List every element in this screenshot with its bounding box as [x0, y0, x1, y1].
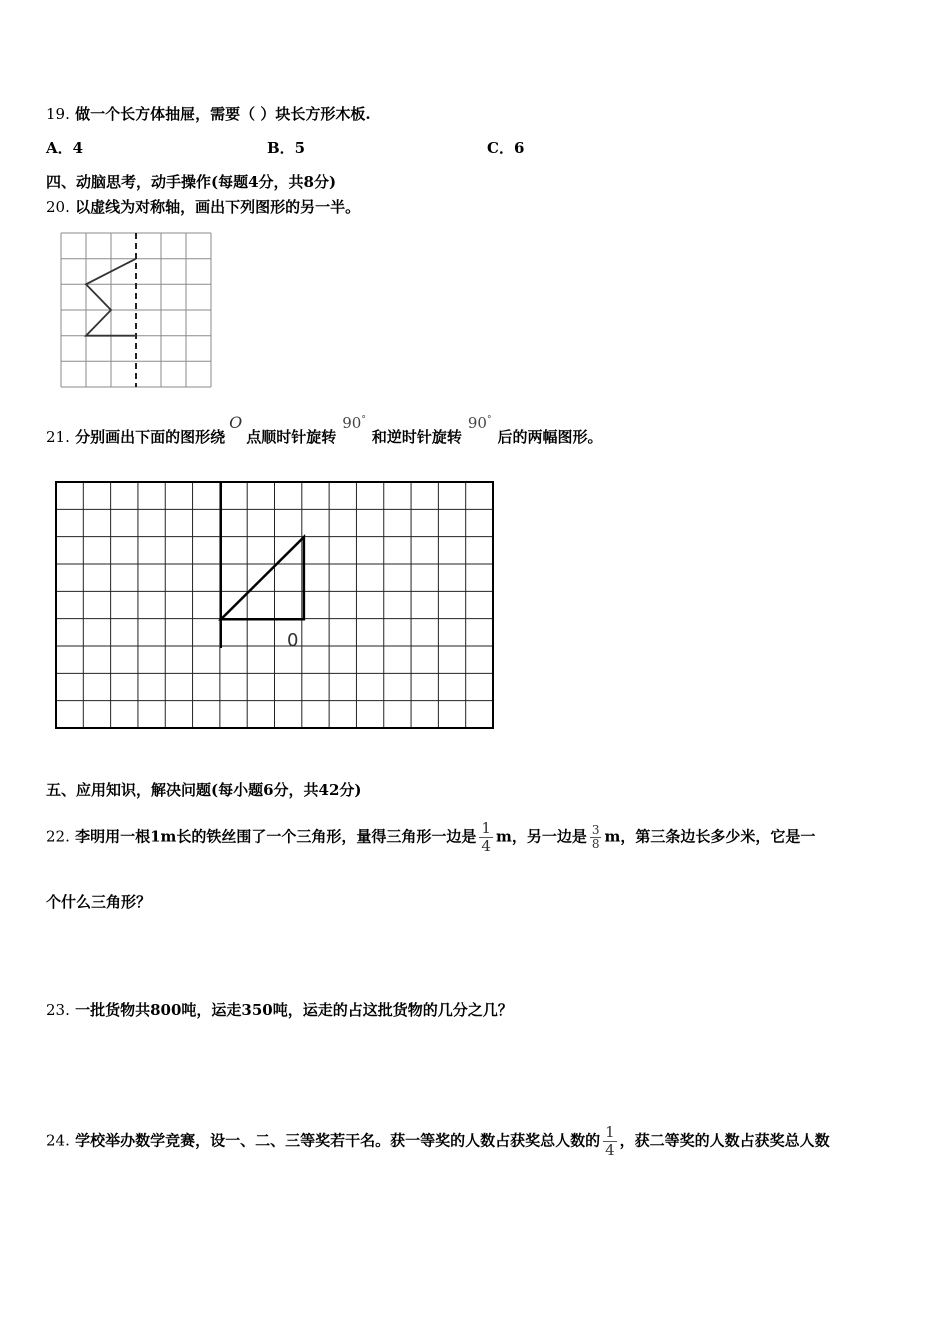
question-text: 以虚线为对称轴，画出下列图形的另一半。	[75, 198, 361, 216]
question-text-part: 后的两幅图形。	[497, 428, 603, 446]
question-22	[46, 820, 815, 855]
fraction-numerator: 1	[605, 1123, 615, 1141]
question-number: 20.	[46, 198, 70, 216]
question-text-part: 学校举办数学竞赛，设一、二、三等奖若干名。获一等奖的人数占获奖总人数的	[75, 1131, 601, 1150]
question-text-part: 分别画出下面的图形绕	[75, 428, 226, 446]
fraction-numerator: 3	[591, 823, 600, 837]
angle-90-cw	[342, 414, 366, 432]
question-number: 19.	[46, 105, 70, 123]
section-5-title: 五、应用知识，解决问题(每小题6分，共42分)	[46, 781, 362, 799]
right-triangle-shape	[221, 537, 304, 619]
degree-sign: °	[361, 415, 366, 425]
question-text-part: ，获二等奖的人数占获奖总人数	[619, 1131, 830, 1150]
angle-value: 90	[467, 414, 487, 432]
fraction-numerator: 1	[481, 819, 491, 837]
question-text-part: m，另一边是	[495, 827, 587, 846]
fraction-denominator: 4	[481, 837, 491, 855]
angle-value: 90	[342, 414, 362, 432]
option-b[interactable]: B．5	[267, 139, 306, 157]
point-o-label: O	[229, 413, 243, 432]
fraction-denominator: 8	[591, 837, 600, 851]
degree-sign: °	[486, 415, 492, 425]
question-22-continued: 个什么三角形？	[46, 893, 152, 911]
question-number: 22.	[46, 827, 70, 846]
question-text-part: 点顺时针旋转	[246, 428, 337, 446]
question-number: 23.	[46, 1001, 70, 1019]
option-a[interactable]: A．4	[46, 139, 84, 157]
question-text-part: m，第三条边长多少米，它是一	[604, 827, 816, 846]
question-text: 一批货物共800吨，运走350吨，运走的占这批货物的几分之几？	[75, 1001, 513, 1019]
question-text: 做一个长方体抽屉，需要（ ）块长方形木板.	[75, 105, 371, 123]
question-24	[46, 1124, 830, 1159]
symmetry-grid-figure	[58, 230, 216, 390]
question-23	[46, 999, 513, 1020]
fraction-three-eighths	[590, 824, 602, 851]
question-20	[46, 196, 360, 217]
fraction-one-quarter	[603, 1124, 617, 1159]
angle-90-ccw	[468, 414, 492, 432]
option-c[interactable]: C．6	[487, 139, 525, 157]
question-text-part: 和逆时针旋转	[371, 428, 462, 446]
grid-lines	[56, 482, 493, 728]
question-number: 21.	[46, 428, 70, 446]
rotation-center-label: 0	[287, 630, 299, 651]
fraction-denominator: 4	[605, 1141, 615, 1159]
question-number: 24.	[46, 1131, 70, 1150]
rotation-grid-figure	[50, 476, 500, 736]
question-text-part: 李明用一根1m长的铁丝围了一个三角形，量得三角形一边是	[75, 827, 477, 846]
question-21	[46, 413, 603, 447]
question-19	[46, 103, 371, 124]
fraction-one-quarter	[479, 820, 493, 855]
section-4-title: 四、动脑思考，动手操作(每题4分，共8分)	[46, 173, 337, 191]
